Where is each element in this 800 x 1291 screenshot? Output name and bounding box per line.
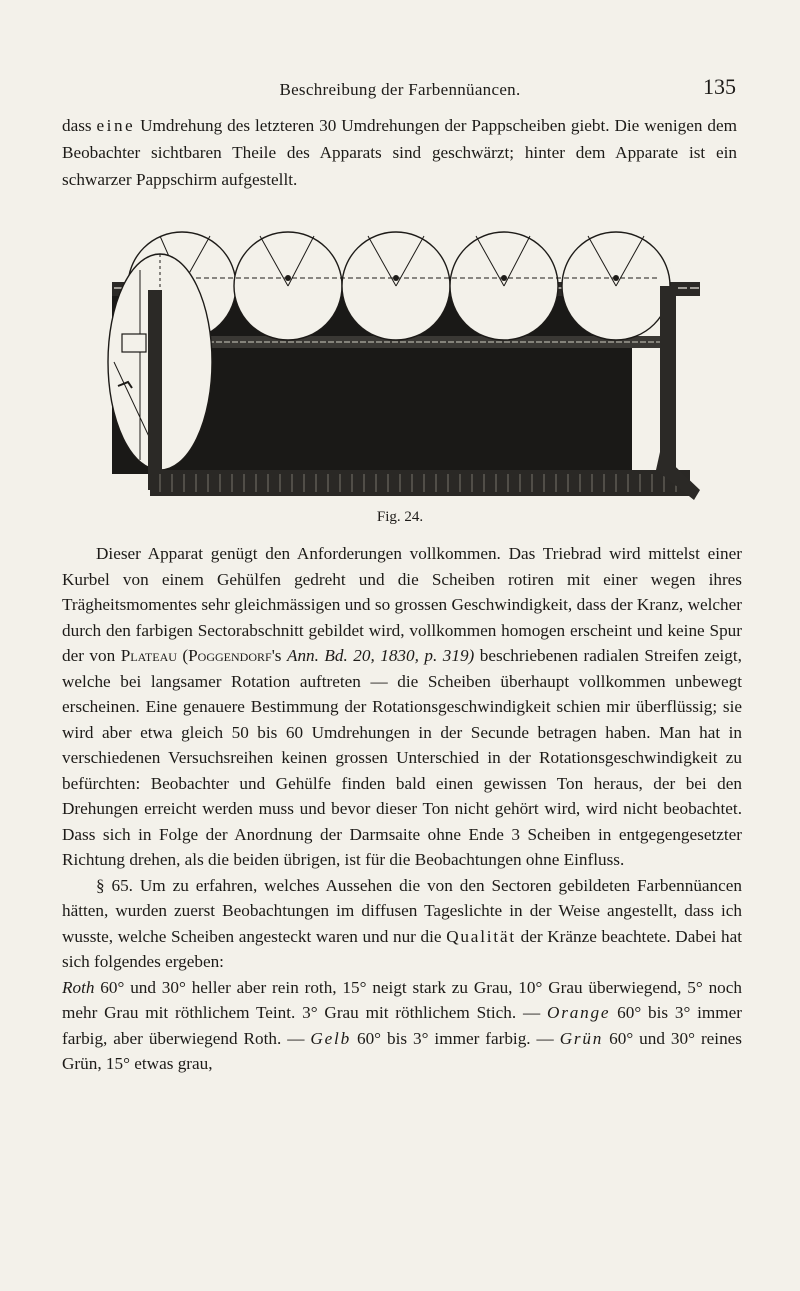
text-run: 's xyxy=(271,646,287,665)
intro-paragraph xyxy=(62,112,737,193)
intro-emphasis: eine xyxy=(96,116,136,135)
text-run: 60° und 30° heller aber rein roth, 15° neigt stark zu Grau, 10° Grau überwiegend, 5° noch mehr Grau mit röthlichem Teint. 3° Grau mit röthlichem Stich. — xyxy=(62,977,742,1022)
text-run: 60° bis 3° immer farbig, aber überwiegend Roth. — xyxy=(62,1003,743,1048)
paragraph xyxy=(62,873,742,1077)
intro-text-rest: Umdrehung des letzteren 30 Umdrehungen der Pappscheiben giebt. Die wenigen dem Beobachter sichtbaren Theile des Apparats sind geschwärzt; hinter dem Apparate ist ein schwarzer Pappschirm aufgestellt. xyxy=(62,116,737,189)
text-run: Dieser Apparat genügt den Anforderungen vollkommen. Das Triebrad wird mittelst einer Kurbel von einem Gehülfen gedreht und die Scheiben rotiren mit einer wegen ihres Trägheitsmomentes sehr gleichmässigen und so grossen Geschwindigkeit, dass der Kranz, welcher durch den farbigen Sectorabschnitt gebildet wird, vollkommen homogen erscheint und keine Spur der von xyxy=(62,544,742,665)
text-run: beschriebenen radialen Streifen zeigt, welche bei langsamer Rotation auftreten — die Scheiben überhaupt vollkommen unbewegt erscheinen. Eine genauere Bestimmung der Rotationsgeschwindigkeit schien mir überflüssig; sie wird aber etwa gleich 50 bis 60 Umdrehungen in der Secunde betragen haben. Man hat in verschiedenen Versuchsreihen keinen grossen Unterschied in der Rotationsgeschwindigkeit zu befürchten: Beobachter und Gehülfe finden bald einen gewissen Ton heraus, der bei den Drehungen erreicht werden muss und bevor dieser Ton nicht gehört wird, wird nicht beobachtet. Dass sich in Folge der Anordnung der Darmsaite ohne Ende 3 Scheiben in entgegengesetzter Richtung drehen, als die beiden übrigen, ist für die Beobachtungen ohne Einfluss. xyxy=(62,646,742,869)
text-run: 60° und 30° reines Grün, 15° etwas grau, xyxy=(62,1028,742,1073)
intro-text-start: dass xyxy=(62,116,97,135)
color-label: Orange xyxy=(547,1003,611,1022)
text-run: der Kränze beachtete. Dabei hat sich folgendes ergeben: xyxy=(62,926,742,971)
page-header xyxy=(0,74,800,110)
citation: Ann. Bd. 20, 1830, p. 319) xyxy=(286,646,475,665)
base-board xyxy=(150,470,690,496)
text-run: Um zu erfahren, welches Aussehen die von den Sectoren gebildeten Farbennüancen hätten, wurden zuerst Beobachtungen im diffusen Tageslichte in der Weise angestellt, dass ich wusste, welche Scheiben angesteckt waren und nur die xyxy=(62,875,742,946)
author-name: Plateau xyxy=(120,646,177,665)
emphasis: Qualität xyxy=(446,926,516,946)
body-text xyxy=(62,541,742,1077)
figure-caption: Fig. 24. xyxy=(376,509,424,525)
paragraph xyxy=(62,541,742,873)
color-label: Gelb xyxy=(310,1028,352,1048)
running-title: Beschreibung der Farbennüancen. xyxy=(279,80,521,99)
section-number: § 65. xyxy=(96,875,133,895)
color-label: Roth xyxy=(62,977,95,997)
text-run: ( xyxy=(176,646,189,665)
page-number: 135 xyxy=(703,74,736,99)
author-name: Poggendorf xyxy=(188,646,272,665)
text-run: 60° bis 3° immer farbig. — xyxy=(351,1028,560,1048)
apparatus-illustration xyxy=(100,190,700,520)
color-label: Grün xyxy=(559,1028,604,1048)
